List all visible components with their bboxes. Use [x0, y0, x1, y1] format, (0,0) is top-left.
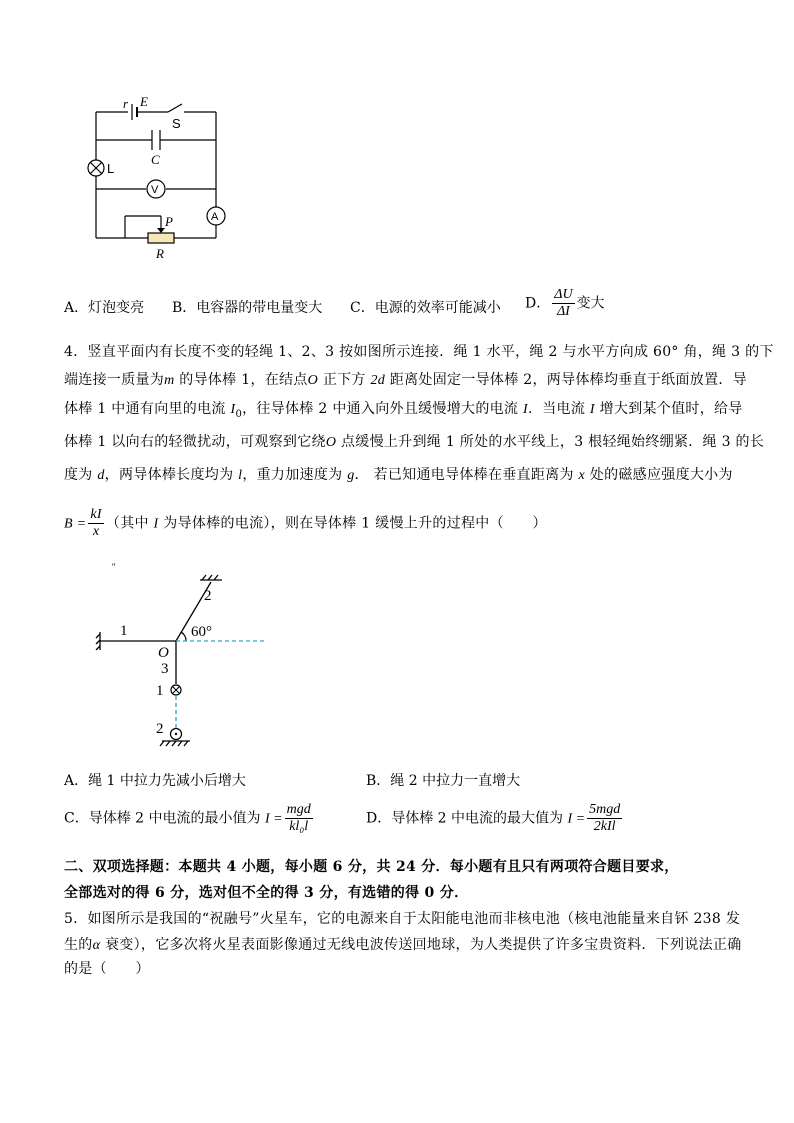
label-R: R	[156, 246, 164, 261]
q4-line-2: 端连接一质量为m 的导体棒 1，在结点O 正下方 2d 距离处固定一导体棒 2，两导体棒均垂直于纸面放置．导	[64, 372, 747, 388]
label-rope-3: 3	[161, 661, 169, 677]
label-V: V	[151, 184, 159, 196]
q5-line-1: 5．如图所示是我国的“祝融号”火星车，它的电源来自于太阳能电池而非核电池（核电池能量来自钚 238 发	[64, 911, 741, 927]
circuit-diagram	[80, 92, 230, 262]
tiny-mark: "	[112, 562, 116, 572]
label-rope-1: 1	[120, 623, 128, 639]
formula-b: B =	[64, 516, 87, 532]
q4-option-b[interactable]: B．绳 2 中拉力一直增大	[366, 773, 521, 789]
label-S: S	[172, 116, 181, 131]
section-2-heading-line-2: 全部选对的得 6 分，选对但不全的得 3 分，有选错的得 0 分．	[64, 885, 469, 901]
label-60-degrees: 60°	[191, 624, 212, 640]
label-P: P	[165, 214, 173, 229]
label-rod-2: 2	[156, 721, 164, 737]
formula-d: $\frac{\text{5mgd}}{\text{2kIl}}$	[589, 802, 621, 834]
label-L: L	[107, 161, 115, 176]
q4-line-1: 4．竖直平面内有长度不变的轻绳 1、2、3 按如图所示连接．绳 1 水平，绳 2 与水平方向成 60° 角，绳 3 的下	[64, 344, 774, 360]
q3-option-b[interactable]: B．电容器的带电量变大	[172, 300, 323, 316]
label-rod-1: 1	[156, 683, 164, 699]
label-rope-2: 2	[204, 588, 212, 604]
q4-option-a[interactable]: A．绳 1 中拉力先减小后增大	[64, 773, 246, 789]
formula-ki-over-x: $\frac{kI}{x}$	[90, 507, 102, 539]
q5-line-3: 的是（ ）	[64, 961, 150, 977]
label-C: C	[151, 152, 160, 167]
section-2-heading-line-1: 二、双项选择题：本题共 4 小题，每小题 6 分，共 24 分．每小题有且只有两项符合题目要求，	[64, 859, 679, 875]
q3-option-a[interactable]: A．灯泡变亮	[64, 300, 145, 316]
q4-line-6: B = $\frac{kI}{x}$ （其中 I 为导体棒的电流），则在导体棒 1 缓慢上升的过程中（ ）	[64, 507, 547, 539]
label-E: E	[140, 94, 148, 109]
q4-option-c[interactable]: C．导体棒 2 中电流的最小值为 I = $\frac{\text{mgd}}{\text{kl₀l}}$	[64, 802, 311, 834]
q3-option-d-suffix: 变大	[576, 295, 605, 312]
label-A: A	[211, 211, 219, 223]
label-r: r	[123, 96, 129, 111]
q5-line-2: 生的α 衰变），它多次将火星表面影像通过无线电波传送回地球，为人类提供了许多宝贵资料．下列说法正确	[64, 937, 742, 953]
label-O: O	[158, 645, 169, 661]
q4-line-3: 体棒 1 中通有向里的电流 $I_0$，往导体棒 2 中通入向外且缓慢增大的电流 I．当电流 I 增大到某个值时，给导	[64, 401, 743, 420]
ropes-diagram	[90, 560, 270, 750]
q4-line-4: 体棒 1 以向右的轻微扰动，可观察到它绕O 点缓慢上升到绳 1 所处的水平线上，3 根轻绳始终绷紧．绳 3 的长	[64, 434, 765, 450]
delta-u-over-delta-i: $\frac{\Delta U}{\Delta I}$	[554, 287, 573, 319]
q4-line-5: 度为 d，两导体棒长度均为 l，重力加速度为 g． 若已知通电导体棒在垂直距离为 x 处的磁感应强度大小为	[64, 467, 733, 483]
q4-option-d[interactable]: D．导体棒 2 中电流的最大值为 I = $\frac{\text{5mgd}}{\text{2kIl}}$	[366, 802, 621, 834]
q3-option-d[interactable]	[525, 287, 605, 320]
q3-option-d-prefix: D．	[525, 295, 551, 312]
formula-c: $\frac{\text{mgd}}{\text{kl₀l}}$	[286, 802, 311, 834]
q3-option-c[interactable]: C．电源的效率可能减小	[350, 300, 501, 316]
